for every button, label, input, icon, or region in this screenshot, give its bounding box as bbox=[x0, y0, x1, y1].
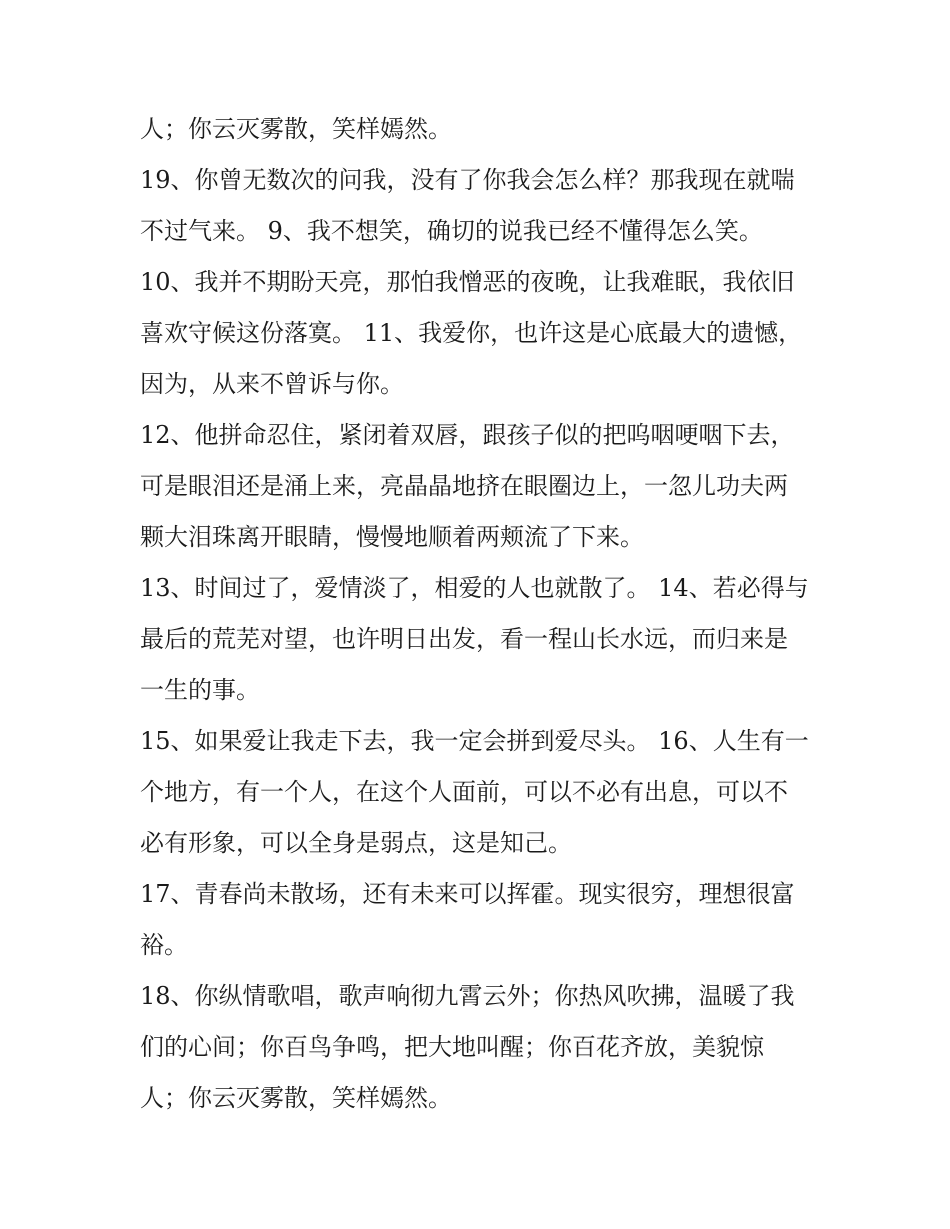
text-line: 10、我并不期盼天亮，那怕我憎恶的夜晚，让我难眠，我依旧 bbox=[140, 268, 795, 296]
text-line: 18、你纵情歌唱，歌声响彻九霄云外；你热风吹拂，温暖了我 bbox=[140, 982, 795, 1010]
paragraph-17 bbox=[140, 869, 820, 971]
text-line: 一生的事。 bbox=[140, 676, 260, 704]
text-line: 裕。 bbox=[140, 931, 188, 959]
text-line: 们的心间；你百鸟争鸣，把大地叫醒；你百花齐放，美貌惊 bbox=[140, 1033, 764, 1061]
text-line: 13、时间过了，爱情淡了，相爱的人也就散了。 14、若必得与 bbox=[140, 574, 809, 602]
paragraph-18 bbox=[140, 971, 820, 1124]
document-body bbox=[140, 104, 820, 1124]
text-line: 因为，从来不曾诉与你。 bbox=[140, 370, 404, 398]
paragraph-15-16 bbox=[140, 716, 820, 869]
text-line: 不过气来。 9、我不想笑，确切的说我已经不懂得怎么笑。 bbox=[140, 217, 763, 245]
text-line: 最后的荒芜对望，也许明日出发，看一程山长水远，而归来是 bbox=[140, 625, 788, 653]
text-line: 17、青春尚未散场，还有未来可以挥霍。现实很穷，理想很富 bbox=[140, 880, 795, 908]
text-line: 个地方，有一个人，在这个人面前，可以不必有出息，可以不 bbox=[140, 778, 788, 806]
text-line: 15、如果爱让我走下去，我一定会拼到爱尽头。 16、人生有一 bbox=[140, 727, 809, 755]
text-line: 人；你云灭雾散，笑样嫣然。 bbox=[140, 1084, 452, 1112]
paragraph-13-14 bbox=[140, 563, 820, 716]
text-line: 可是眼泪还是涌上来，亮晶晶地挤在眼圈边上，一忽儿功夫两 bbox=[140, 472, 788, 500]
text-line: 12、他拼命忍住，紧闭着双唇，跟孩子似的把呜咽哽咽下去， bbox=[140, 421, 795, 449]
paragraph-12 bbox=[140, 410, 820, 563]
text-line: 颗大泪珠离开眼睛，慢慢地顺着两颊流了下来。 bbox=[140, 523, 644, 551]
paragraph-10-11 bbox=[140, 257, 820, 410]
text-line: 必有形象，可以全身是弱点，这是知己。 bbox=[140, 829, 572, 857]
paragraph-continuation bbox=[140, 104, 820, 155]
text-line: 人；你云灭雾散，笑样嫣然。 bbox=[140, 115, 452, 143]
text-line: 19、你曾无数次的问我，没有了你我会怎么样？那我现在就喘 bbox=[140, 166, 795, 194]
paragraph-19-9 bbox=[140, 155, 820, 257]
text-line: 喜欢守候这份落寞。 11、我爱你，也许这是心底最大的遗憾， bbox=[140, 319, 803, 347]
